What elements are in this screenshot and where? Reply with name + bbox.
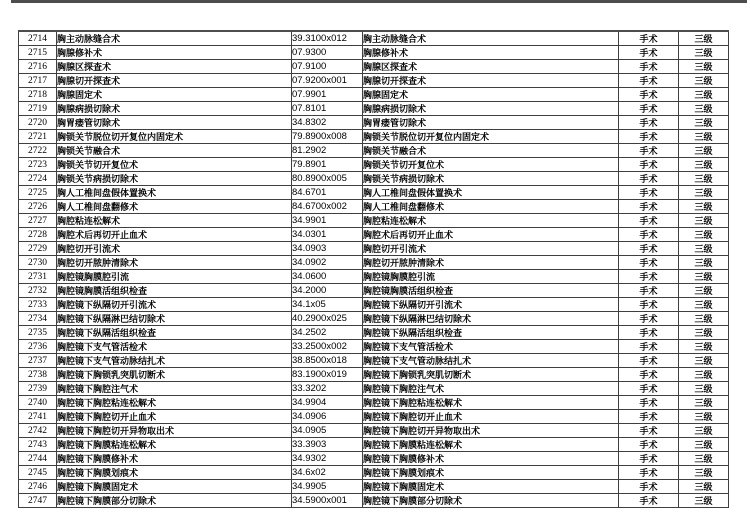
category-cell: 手术 (619, 340, 679, 354)
procedure-name-cell: 胸腔镜下胸腔粘连松解术 (57, 396, 292, 410)
procedure-name-cell: 胸胃瘘管切除术 (57, 116, 292, 130)
row-number-cell: 2726 (19, 200, 57, 214)
table-row (19, 172, 729, 186)
procedure-name-repeat-cell: 胸腔镜下胸膜划痕术 (363, 466, 619, 480)
row-number-cell: 2740 (19, 396, 57, 410)
level-cell: 三级 (679, 60, 729, 74)
code-cell: 84.6700x002 (292, 200, 363, 214)
page-top-edge-divider (11, 0, 747, 3)
procedure-name-repeat-cell: 胸腔镜下纵隔活组织检查 (363, 326, 619, 340)
procedure-name-cell: 胸腔切开引流术 (57, 242, 292, 256)
row-number-cell: 2745 (19, 466, 57, 480)
procedure-name-repeat-cell: 胸腔切开引流术 (363, 242, 619, 256)
row-number-cell: 2743 (19, 438, 57, 452)
procedure-name-repeat-cell: 胸腔镜下支气管活检术 (363, 340, 619, 354)
category-cell: 手术 (619, 60, 679, 74)
code-cell: 34.1x05 (292, 298, 363, 312)
code-cell: 34.6x02 (292, 466, 363, 480)
row-number-cell: 2734 (19, 312, 57, 326)
row-number-cell: 2731 (19, 270, 57, 284)
category-cell: 手术 (619, 228, 679, 242)
table-row (19, 382, 729, 396)
code-cell: 79.8901 (292, 158, 363, 172)
category-cell: 手术 (619, 46, 679, 60)
code-cell: 07.9200x001 (292, 74, 363, 88)
code-cell: 34.9904 (292, 396, 363, 410)
level-cell: 三级 (679, 158, 729, 172)
code-cell: 34.0902 (292, 256, 363, 270)
table-row (19, 452, 729, 466)
category-cell: 手术 (619, 144, 679, 158)
procedure-name-cell: 胸腔镜下支气管动脉结扎术 (57, 354, 292, 368)
code-cell: 07.9100 (292, 60, 363, 74)
procedure-name-repeat-cell: 胸腔镜下胸膜修补术 (363, 452, 619, 466)
code-cell: 34.2000 (292, 284, 363, 298)
level-cell: 三级 (679, 46, 729, 60)
category-cell: 手术 (619, 116, 679, 130)
category-cell: 手术 (619, 298, 679, 312)
row-number-cell: 2719 (19, 102, 57, 116)
level-cell: 三级 (679, 116, 729, 130)
row-number-cell: 2741 (19, 410, 57, 424)
category-cell: 手术 (619, 284, 679, 298)
procedure-name-repeat-cell: 胸腺区探查术 (363, 60, 619, 74)
procedure-name-repeat-cell: 胸腔镜下胸锁乳突肌切断术 (363, 368, 619, 382)
code-cell: 34.2502 (292, 326, 363, 340)
level-cell: 三级 (679, 494, 729, 508)
table-row (19, 466, 729, 480)
level-cell: 三级 (679, 354, 729, 368)
code-cell: 38.8500x018 (292, 354, 363, 368)
procedure-name-cell: 胸腺病损切除术 (57, 102, 292, 116)
category-cell: 手术 (619, 396, 679, 410)
table-row (19, 424, 729, 438)
table-row (19, 396, 729, 410)
level-cell: 三级 (679, 298, 729, 312)
level-cell: 三级 (679, 284, 729, 298)
table-row (19, 130, 729, 144)
row-number-cell: 2742 (19, 424, 57, 438)
category-cell: 手术 (619, 270, 679, 284)
table-row (19, 298, 729, 312)
row-number-cell: 2724 (19, 172, 57, 186)
level-cell: 三级 (679, 228, 729, 242)
code-cell: 07.9901 (292, 88, 363, 102)
code-cell: 33.2500x002 (292, 340, 363, 354)
level-cell: 三级 (679, 214, 729, 228)
table-row (19, 200, 729, 214)
procedure-name-cell: 胸锁关节切开复位术 (57, 158, 292, 172)
procedure-name-cell: 胸锁关节脱位切开复位内固定术 (57, 130, 292, 144)
procedure-name-repeat-cell: 胸腺切开探查术 (363, 74, 619, 88)
level-cell: 三级 (679, 368, 729, 382)
code-cell: 34.0906 (292, 410, 363, 424)
procedure-name-repeat-cell: 胸锁关节融合术 (363, 144, 619, 158)
category-cell: 手术 (619, 74, 679, 88)
procedure-name-cell: 胸腔镜下纵隔淋巴结切除术 (57, 312, 292, 326)
procedure-name-repeat-cell: 胸腔切开脓肿清除术 (363, 256, 619, 270)
category-cell: 手术 (619, 312, 679, 326)
procedure-name-cell: 胸腔粘连松解术 (57, 214, 292, 228)
table-row (19, 88, 729, 102)
table-row (19, 242, 729, 256)
level-cell: 三级 (679, 144, 729, 158)
level-cell: 三级 (679, 312, 729, 326)
procedure-name-cell: 胸腔镜下胸膜修补术 (57, 452, 292, 466)
level-cell: 三级 (679, 410, 729, 424)
row-number-cell: 2729 (19, 242, 57, 256)
procedure-name-repeat-cell: 胸腔镜下胸腔切开异物取出术 (363, 424, 619, 438)
level-cell: 三级 (679, 424, 729, 438)
table-row (19, 116, 729, 130)
code-cell: 34.0903 (292, 242, 363, 256)
procedure-name-cell: 胸主动脉缝合术 (57, 31, 292, 46)
category-cell: 手术 (619, 466, 679, 480)
table-row (19, 410, 729, 424)
table-row (19, 284, 729, 298)
row-number-cell: 2718 (19, 88, 57, 102)
level-cell: 三级 (679, 326, 729, 340)
category-cell: 手术 (619, 326, 679, 340)
table-row (19, 186, 729, 200)
procedure-name-repeat-cell: 胸腔镜下纵隔切开引流术 (363, 298, 619, 312)
procedure-name-repeat-cell: 胸腺固定术 (363, 88, 619, 102)
level-cell: 三级 (679, 270, 729, 284)
code-cell: 84.6701 (292, 186, 363, 200)
level-cell: 三级 (679, 242, 729, 256)
category-cell: 手术 (619, 88, 679, 102)
row-number-cell: 2721 (19, 130, 57, 144)
code-cell: 34.9905 (292, 480, 363, 494)
procedure-table (18, 30, 729, 508)
table-row (19, 438, 729, 452)
code-cell: 33.3903 (292, 438, 363, 452)
procedure-name-repeat-cell: 胸腔镜胸膜活组织检查 (363, 284, 619, 298)
code-cell: 34.9302 (292, 452, 363, 466)
procedure-name-cell: 胸锁关节病损切除术 (57, 172, 292, 186)
procedure-name-repeat-cell: 胸主动脉缝合术 (363, 31, 619, 46)
table-row (19, 46, 729, 60)
row-number-cell: 2733 (19, 298, 57, 312)
code-cell: 39.3100x012 (292, 31, 363, 46)
table-row (19, 228, 729, 242)
table-row (19, 256, 729, 270)
procedure-name-repeat-cell: 胸腺病损切除术 (363, 102, 619, 116)
table-row (19, 340, 729, 354)
level-cell: 三级 (679, 480, 729, 494)
code-cell: 34.0600 (292, 270, 363, 284)
procedure-name-cell: 胸腔镜下胸膜粘连松解术 (57, 438, 292, 452)
category-cell: 手术 (619, 438, 679, 452)
table-row (19, 494, 729, 508)
table-row (19, 74, 729, 88)
code-cell: 40.2900x025 (292, 312, 363, 326)
table-row (19, 31, 729, 46)
procedure-name-repeat-cell: 胸腔镜下胸腔切开止血术 (363, 410, 619, 424)
procedure-name-cell: 胸人工椎间盘翻修术 (57, 200, 292, 214)
code-cell: 79.8900x008 (292, 130, 363, 144)
category-cell: 手术 (619, 186, 679, 200)
table-row (19, 326, 729, 340)
level-cell: 三级 (679, 256, 729, 270)
category-cell: 手术 (619, 102, 679, 116)
code-cell: 80.8900x005 (292, 172, 363, 186)
category-cell: 手术 (619, 354, 679, 368)
category-cell: 手术 (619, 130, 679, 144)
code-cell: 83.1900x019 (292, 368, 363, 382)
row-number-cell: 2728 (19, 228, 57, 242)
procedure-name-repeat-cell: 胸腔镜胸膜腔引流 (363, 270, 619, 284)
table-row (19, 354, 729, 368)
procedure-name-cell: 胸腺修补术 (57, 46, 292, 60)
procedure-name-cell: 胸腔镜下胸腔切开异物取出术 (57, 424, 292, 438)
procedure-name-cell: 胸腔镜下支气管活检术 (57, 340, 292, 354)
level-cell: 三级 (679, 200, 729, 214)
procedure-name-repeat-cell: 胸腔镜下胸膜固定术 (363, 480, 619, 494)
category-cell: 手术 (619, 480, 679, 494)
procedure-name-cell: 胸腔镜胸膜活组织检查 (57, 284, 292, 298)
table-row (19, 102, 729, 116)
code-cell: 07.9300 (292, 46, 363, 60)
procedure-name-repeat-cell: 胸腔镜下胸腔注气术 (363, 382, 619, 396)
code-cell: 34.9901 (292, 214, 363, 228)
table-row (19, 368, 729, 382)
procedure-name-cell: 胸腔术后再切开止血术 (57, 228, 292, 242)
table-row (19, 312, 729, 326)
category-cell: 手术 (619, 242, 679, 256)
table-row (19, 144, 729, 158)
code-cell: 81.2902 (292, 144, 363, 158)
row-number-cell: 2746 (19, 480, 57, 494)
row-number-cell: 2737 (19, 354, 57, 368)
level-cell: 三级 (679, 88, 729, 102)
procedure-name-cell: 胸腔镜下胸腔切开止血术 (57, 410, 292, 424)
procedure-name-repeat-cell: 胸腔术后再切开止血术 (363, 228, 619, 242)
category-cell: 手术 (619, 200, 679, 214)
procedure-name-cell: 胸腔镜下胸锁乳突肌切断术 (57, 368, 292, 382)
level-cell: 三级 (679, 396, 729, 410)
procedure-table-body (19, 31, 729, 508)
procedure-name-repeat-cell: 胸人工椎间盘翻修术 (363, 200, 619, 214)
row-number-cell: 2736 (19, 340, 57, 354)
table-row (19, 480, 729, 494)
row-number-cell: 2739 (19, 382, 57, 396)
procedure-name-repeat-cell: 胸锁关节切开复位术 (363, 158, 619, 172)
category-cell: 手术 (619, 368, 679, 382)
row-number-cell: 2725 (19, 186, 57, 200)
procedure-name-cell: 胸腺切开探查术 (57, 74, 292, 88)
procedure-name-repeat-cell: 胸人工椎间盘假体置换术 (363, 186, 619, 200)
code-cell: 34.8302 (292, 116, 363, 130)
procedure-name-repeat-cell: 胸腔镜下支气管动脉结扎术 (363, 354, 619, 368)
row-number-cell: 2723 (19, 158, 57, 172)
category-cell: 手术 (619, 256, 679, 270)
procedure-name-cell: 胸腔镜下胸膜划痕术 (57, 466, 292, 480)
level-cell: 三级 (679, 172, 729, 186)
procedure-name-repeat-cell: 胸腔镜下胸腔粘连松解术 (363, 396, 619, 410)
level-cell: 三级 (679, 438, 729, 452)
procedure-name-repeat-cell: 胸腔镜下胸膜部分切除术 (363, 494, 619, 508)
procedure-name-repeat-cell: 胸腺修补术 (363, 46, 619, 60)
procedure-name-cell: 胸腺固定术 (57, 88, 292, 102)
procedure-name-repeat-cell: 胸腔镜下纵隔淋巴结切除术 (363, 312, 619, 326)
level-cell: 三级 (679, 102, 729, 116)
code-cell: 33.3202 (292, 382, 363, 396)
category-cell: 手术 (619, 452, 679, 466)
procedure-name-cell: 胸腺区探查术 (57, 60, 292, 74)
category-cell: 手术 (619, 31, 679, 46)
procedure-name-repeat-cell: 胸腔镜下胸膜粘连松解术 (363, 438, 619, 452)
level-cell: 三级 (679, 452, 729, 466)
table-row (19, 158, 729, 172)
procedure-name-cell: 胸腔镜下胸腔注气术 (57, 382, 292, 396)
category-cell: 手术 (619, 424, 679, 438)
row-number-cell: 2747 (19, 494, 57, 508)
procedure-name-repeat-cell: 胸锁关节病损切除术 (363, 172, 619, 186)
category-cell: 手术 (619, 214, 679, 228)
row-number-cell: 2720 (19, 116, 57, 130)
row-number-cell: 2732 (19, 284, 57, 298)
level-cell: 三级 (679, 186, 729, 200)
row-number-cell: 2744 (19, 452, 57, 466)
procedure-name-cell: 胸人工椎间盘假体置换术 (57, 186, 292, 200)
row-number-cell: 2717 (19, 74, 57, 88)
level-cell: 三级 (679, 466, 729, 480)
code-cell: 34.0301 (292, 228, 363, 242)
level-cell: 三级 (679, 31, 729, 46)
row-number-cell: 2715 (19, 46, 57, 60)
category-cell: 手术 (619, 382, 679, 396)
row-number-cell: 2735 (19, 326, 57, 340)
table-row (19, 60, 729, 74)
level-cell: 三级 (679, 340, 729, 354)
row-number-cell: 2738 (19, 368, 57, 382)
code-cell: 34.5900x001 (292, 494, 363, 508)
code-cell: 07.8101 (292, 102, 363, 116)
row-number-cell: 2722 (19, 144, 57, 158)
table-row (19, 214, 729, 228)
category-cell: 手术 (619, 158, 679, 172)
level-cell: 三级 (679, 382, 729, 396)
category-cell: 手术 (619, 172, 679, 186)
row-number-cell: 2727 (19, 214, 57, 228)
procedure-name-cell: 胸锁关节融合术 (57, 144, 292, 158)
category-cell: 手术 (619, 494, 679, 508)
procedure-name-repeat-cell: 胸胃瘘管切除术 (363, 116, 619, 130)
procedure-name-repeat-cell: 胸腔粘连松解术 (363, 214, 619, 228)
procedure-name-cell: 胸腔镜下胸膜固定术 (57, 480, 292, 494)
table-row (19, 270, 729, 284)
procedure-name-repeat-cell: 胸锁关节脱位切开复位内固定术 (363, 130, 619, 144)
category-cell: 手术 (619, 410, 679, 424)
row-number-cell: 2730 (19, 256, 57, 270)
code-cell: 34.0905 (292, 424, 363, 438)
procedure-name-cell: 胸腔镜胸膜腔引流 (57, 270, 292, 284)
procedure-name-cell: 胸腔镜下纵隔切开引流术 (57, 298, 292, 312)
procedure-name-cell: 胸腔镜下纵隔活组织检查 (57, 326, 292, 340)
row-number-cell: 2716 (19, 60, 57, 74)
procedure-name-cell: 胸腔镜下胸膜部分切除术 (57, 494, 292, 508)
level-cell: 三级 (679, 74, 729, 88)
level-cell: 三级 (679, 130, 729, 144)
row-number-cell: 2714 (19, 31, 57, 46)
procedure-name-cell: 胸腔切开脓肿清除术 (57, 256, 292, 270)
